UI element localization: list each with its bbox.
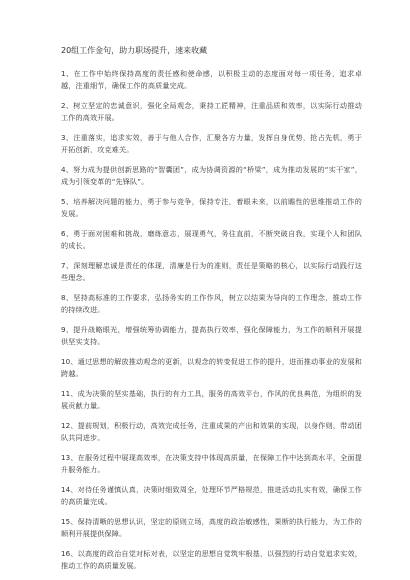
list-item: 10、通过思想的解放推动观念的更新，以观念的转变促进工作的提升，进而推动事业的发展和跨越。 [61,357,362,378]
list-item: 6、勇于面对困难和挑战，磨练意志，展现勇气，务往直前，不断突破自我，实现个人和团队的成长。 [61,229,362,250]
item-list [61,68,362,572]
list-item: 14、对待任务谨慎认真，决策时细致周全，处理环节严格规范，推进活动扎实有效，确保工作的高质量完成。 [61,485,362,506]
list-item: 15、保持清晰的思想认识，坚定的原则立场，高度的政治敏感性，果断的执行能力，为工作的顺利开展提供保障。 [61,517,362,538]
list-item: 7、深刻理解忠诚是责任的体现，清廉是行为的准则，责任是策略的核心，以实际行动践行这些理念。 [61,261,362,282]
list-item: 1、在工作中始终保持高度的责任感和使命感，以积极主动的态度面对每一项任务，追求卓越，注重细节，确保工作的高质量完成。 [61,69,362,90]
list-item: 2、树立坚定的忠诚意识，强化全局观念，秉持工匠精神，注重品质和效率，以实际行动推动工作的高效开展。 [61,101,362,122]
list-item: 16、以高度的政治自觉对标对表，以坚定的思想自觉筑牢根基，以强烈的行动自觉追求实效，推动工作的高质量发展。 [61,549,362,570]
list-item: 11、成为决策的坚实基础，执行的有力工具，服务的高效平台，作风的优良典范，为组织的发展贡献力量。 [61,389,362,410]
list-item: 9、提升战略眼光，增强统筹协调能力，提高执行效率，强化保障能力，为工作的顺利开展提供坚实支持。 [61,325,362,346]
document-title: 20组工作金句，助力职场提升，速来收藏 [61,46,208,55]
list-item: 13、在服务过程中展现高效率，在决策支持中体现高质量，在保障工作中达到高水平，全面提升服务能力。 [61,453,362,474]
list-item: 12、提前规划，积极行动，高效完成任务，注重成果的产出和效果的实现，以身作则，带动团队共同进步。 [61,421,362,442]
list-item: 3、注重落实，追求实效，善于与他人合作，汇聚各方力量，发挥自身优势，抢占先机，勇于开拓创新，攻克难关。 [61,133,362,154]
list-item: 4、努力成为提供创新思路的“智囊团”，成为协调资源的“桥梁”，成为推动发展的“实干家”，成为引领变革的“先锋队”。 [61,165,362,186]
list-item: 8、坚持高标准的工作要求，弘扬务实的工作作风，树立以结果为导向的工作理念，推动工作的持续改进。 [61,293,362,314]
list-item: 5、培养解决问题的能力，勇于参与竞争，保持专注，着眼未来，以前瞻性的思维推动工作的发展。 [61,197,362,218]
